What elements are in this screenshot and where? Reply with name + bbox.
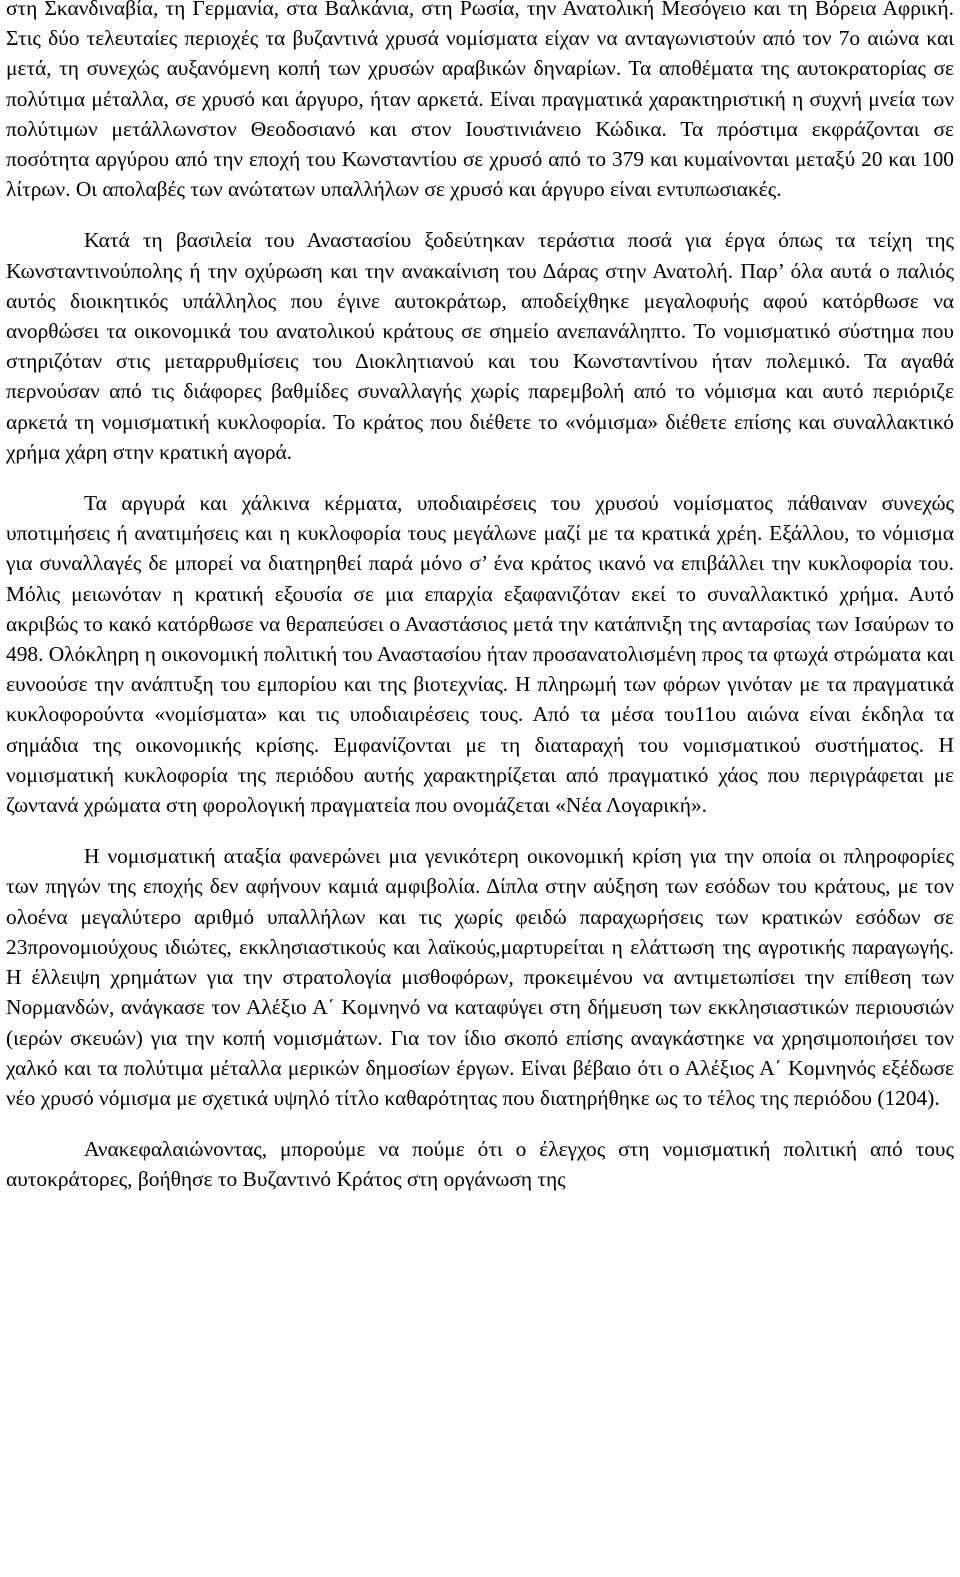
paragraph-2: Κατά τη βασιλεία του Αναστασίου ξοδεύτηκαν τεράστια ποσά για έργα όπως τα τείχη της Κωνσταντινούπολης ή την οχύρωση και την ανακαίνιση του Δάρας στην Ανατολή. Παρ’ όλα αυτά ο παλιός αυτός διοικητικός υπάλληλος που έγινε αυτοκράτωρ, αποδείχθηκε μεγαλοφυής αφού κατόρθωσε να ανορθώσει τα οικονομικά του ανατολικού κράτους σε σημείο ανεπανάληπτο. Το νομισματικό σύστημα που στηριζόταν στις μεταρρυθμίσεις του Διοκλητιανού και του Κωνσταντίνου ήταν πολεμικό. Τα αγαθά περνούσαν από τις διάφορες βαθμίδες συναλλαγής χωρίς παρεμβολή από το νόμισμα και αυτό περιόριζε αρκετά τη νομισματική κυκλοφορία. Το κράτος που διέθετε το «νόμισμα» διέθετε επίσης και συναλλακτικό χρήμα χάρη στην κρατική αγορά. <box>6 228 954 464</box>
paragraph-1: στη Σκανδιναβία, τη Γερμανία, στα Βαλκάνια, στη Ρωσία, την Ανατολική Μεσόγειο και τη Βόρεια Αφρική. Στις δύο τελευταίες περιοχές τα βυζαντινά χρυσά νομίσματα είχαν να ανταγωνιστούν από τον 7ο αιώνα και μετά, τη συνεχώς αυξανόμενη κοπή των χρυσών αραβικών δηναρίων. Τα αποθέματα της αυτοκρατορίας σε πολύτιμα μέταλλα, σε χρυσό και άργυρο, ήταν αρκετά. Είναι πραγματικά χαρακτηριστική η συχνή μνεία των πολύτιμων μετάλλωνστον Θεοδοσιανό και στον Ιουστινιάνειο Κώδικα. Τα πρόστιμα εκφράζονται σε ποσότητα αργύρου από την εποχή του Κωνσταντίου σε χρυσό από το 379 και κυμαίνονται μεταξύ 20 και 100 λίτρων. Οι απολαβές των ανώτατων υπαλλήλων σε χρυσό και άργυρο είναι εντυπωσιακές. <box>6 0 954 202</box>
paragraph-3: Τα αργυρά και χάλκινα κέρματα, υποδιαιρέσεις του χρυσού νομίσματος πάθαιναν συνεχώς υποτιμήσεις ή ανατιμήσεις και η κυκλοφορία τους μεγάλωνε μαζί με τα κρατικά χρέη. Εξάλλου, το νόμισμα για συναλλαγές δε μπορεί να διατηρηθεί παρά μόνο σ’ ένα κράτος ικανό να επιβάλλει την κυκλοφορία του. Μόλις μειωνόταν η κρατική εξουσία σε μια επαρχία εξαφανιζόταν εκεί το συναλλακτικό χρήμα. Αυτό ακριβώς το κακό κατόρθωσε να θεραπεύσει ο Αναστάσιος μετά την κατάπνιξη της ανταρσίας των Ισαύρων το 498. Ολόκληρη η οικονομική πολιτική του Αναστασίου ήταν προσανατολισμένη προς τα φτωχά στρώματα και ευνοούσε την ανάπτυξη του εμπορίου και της βιοτεχνίας. Η πληρωμή των φόρων γινόταν με τα πραγματικά κυκλοφορούντα «νομίσματα» και τις υποδιαιρέσεις τους. Από τα μέσα του11ου αιώνα είναι έκδηλα τα σημάδια της οικονομικής κρίσης. Εμφανίζονται με τη διαταραχή του νομισματικού συστήματος. Η νομισματική κυκλοφορία της περιόδου αυτής χαρακτηρίζεται από πραγματικό χάος που περιγράφεται με ζωντανά χρώματα στη φορολογική πραγματεία που ονομάζεται «Νέα Λογαρική». <box>6 491 954 818</box>
paragraph-4: Η νομισματική αταξία φανερώνει μια γενικότερη οικονομική κρίση για την οποία οι πληροφορίες των πηγών της εποχής δεν αφήνουν καμιά αμφιβολία. Δίπλα στην αύξηση των εσόδων του κράτους, με τον ολοένα μεγαλύτερο αριθμό υπαλλήλων και τις χωρίς φειδώ παραχωρήσεις των κρατικών εσόδων σε 23προνομιούχους ιδιώτες, εκκλησιαστικούς και λαϊκούς,μαρτυρείται η ελάττωση της αγροτικής παραγωγής. Η έλλειψη χρημάτων για την στρατολογία μισθοφόρων, προκειμένου να αντιμετωπίσει την επίθεση των Νορμανδών, ανάγκασε τον Αλέξιο Α΄ Κομνηνό να καταφύγει στη δήμευση των εκκλησιαστικών περιουσιών (ιερών σκευών) για την κοπή νομισμάτων. Για τον ίδιο σκοπό επίσης αναγκάστηκε να χρησιμοποιήσει τον χαλκό και τα πολύτιμα μέταλλα μερικών δημοσίων έργων. Είναι βέβαιο ότι ο Αλέξιος Α΄ Κομνηνός εξέδωσε νέο χρυσό νόμισμα με σχετικά υψηλό τίτλο καθαρότητας που διατηρήθηκε ως το τέλος της περιόδου (1204). <box>6 844 954 1110</box>
paragraph-5: Ανακεφαλαιώνοντας, μπορούμε να πούμε ότι ο έλεγχος στη νομισματική πολιτική από τους αυτοκράτορες, βοήθησε το Βυζαντινό Κράτος στη οργάνωση της <box>6 1137 954 1192</box>
